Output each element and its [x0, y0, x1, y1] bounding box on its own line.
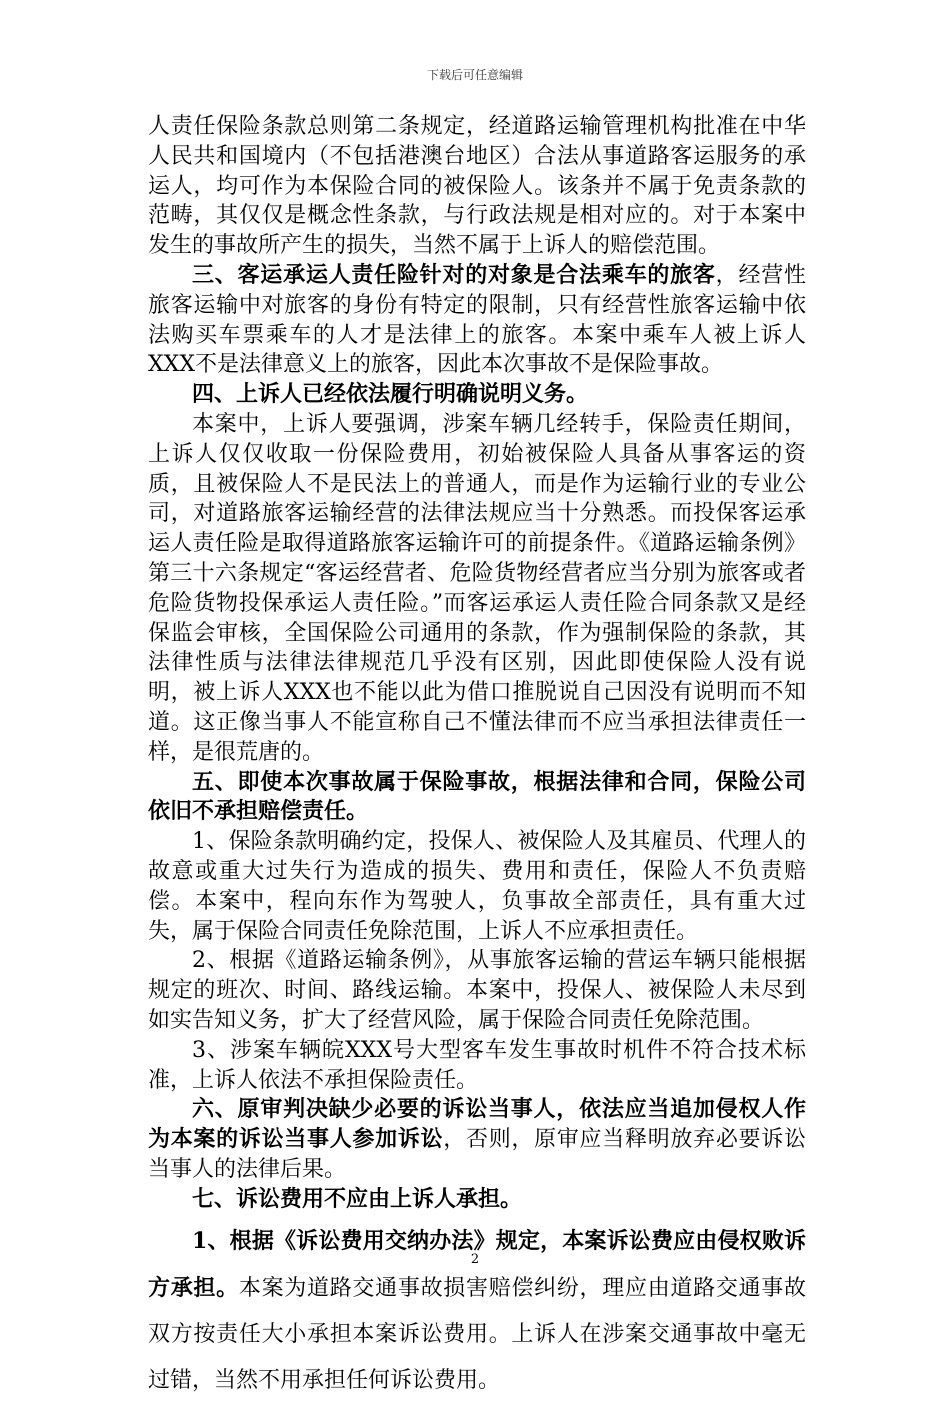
paragraph-litigation-fees — [148, 1218, 806, 1404]
page-header-note: 下载后可任意编辑 — [426, 68, 523, 82]
text-segment: 本案为道路交通事故损害赔偿纠纷，理应由道路交通事故双方按责任大小承担本案诉讼费用。上诉人在涉案交通事故中毫无过错，当然不用承担任何诉讼费用。 — [148, 1276, 806, 1394]
paragraph-section-seven-heading — [148, 1185, 806, 1215]
paragraph-section-three — [148, 261, 806, 380]
paragraph-item-3 — [148, 1036, 806, 1096]
paragraph-section-five-heading — [148, 768, 806, 828]
text-segment: 2、根据《道路运输条例》，从事旅客运输的营运车辆只能根据规定的班次、时间、路线运输。本案中，投保人、被保险人未尽到如实告知义务，扩大了经营风险，属于保险合同责任免除范围。 — [148, 948, 806, 1033]
text-segment: 本案中，上诉人要强调，涉案车辆几经转手，保险责任期间，上诉人仅仅收取一份保险费用，初始被保险人具备从事客运的资质，且被保险人不是民法上的普通人，而是作为运输行业的专业公司，对道路旅客运输经营的法律法规应当十分熟悉。而投保客运承运人责任险是取得道路旅客运输许可的前提条件。《道路运输条例》第三十六条规定“客运经营者、危险货物经营者应当分别为旅客或者危险货物投保承运人责任险。”而客运承运人责任险合同条款又是经保监会审核，全国保险公司通用的条款，作为强制保险的条款，其法律性质与法律法律规范几乎没有区别，因此即使保险人没有说明，被上诉人XXX也不能以此为借口推脱说自己因没有说明而不知道。这正像当事人不能宣称自己不懂法律而不应当承担法律责任一样，是很荒唐的。 — [148, 411, 806, 765]
section-heading: 六、原审判决缺少必要的诉讼当事人，依法应当追加侵权人作为本案的诉讼当事人参加诉讼 — [148, 1096, 806, 1153]
text-segment: 3、涉案车辆皖XXX号大型客车发生事故时机件不符合技术标准，上诉人依法不承担保险责任。 — [148, 1037, 806, 1093]
section-heading: 五、即使本次事故属于保险事故，根据法律和合同，保险公司依旧不承担赔偿责任。 — [148, 768, 806, 825]
paragraph-insurance-clause — [148, 112, 806, 261]
paragraph-section-four-heading — [148, 380, 806, 410]
section-heading: 1、根据《诉讼费用交纳办法》规定，本案诉讼费应由侵权败诉方承担。 — [148, 1228, 806, 1302]
paragraph-section-four-body — [148, 410, 806, 768]
paragraph-section-six — [148, 1095, 806, 1184]
section-heading: 四、上诉人已经依法履行明确说明义务。 — [192, 381, 589, 408]
document-body — [148, 112, 806, 1404]
page-number: 2 — [470, 1252, 480, 1267]
section-heading: 七、诉讼费用不应由上诉人承担。 — [192, 1185, 523, 1212]
text-segment: 人责任保险条款总则第二条规定，经道路运输管理机构批准在中华人民共和国境内（不包括港澳台地区）合法从事道路客运服务的承运人，均可作为本保险合同的被保险人。该条并不属于免责条款的范畴，其仅仅是概念性条款，与行政法规是相对应的。对于本案中发生的事故所产生的损失，当然不属于上诉人的赔偿范围。 — [148, 114, 806, 259]
section-heading: 三、客运承运人责任险针对的对象是合法乘车的旅客 — [192, 261, 716, 288]
paragraph-item-2 — [148, 946, 806, 1035]
text-segment: ，否则，原审应当释明放弃必要诉讼当事人的法律后果。 — [148, 1127, 806, 1182]
paragraph-item-1 — [148, 827, 806, 946]
text-segment: 1、保险条款明确约定，投保人、被保险人及其雇员、代理人的故意或重大过失行为造成的损失、费用和责任，保险人不负责赔偿。本案中，程向东作为驾驶人，负事故全部责任，具有重大过失，属于保险合同责任免除范围，上诉人不应承担责任。 — [148, 829, 806, 944]
text-segment: ，经营性旅客运输中对旅客的身份有特定的限制，只有经营性旅客运输中依法购买车票乘车的人才是法律上的旅客。本案中乘车人被上诉人XXX不是法律意义上的旅客，因此本次事故不是保险事故。 — [148, 262, 806, 378]
